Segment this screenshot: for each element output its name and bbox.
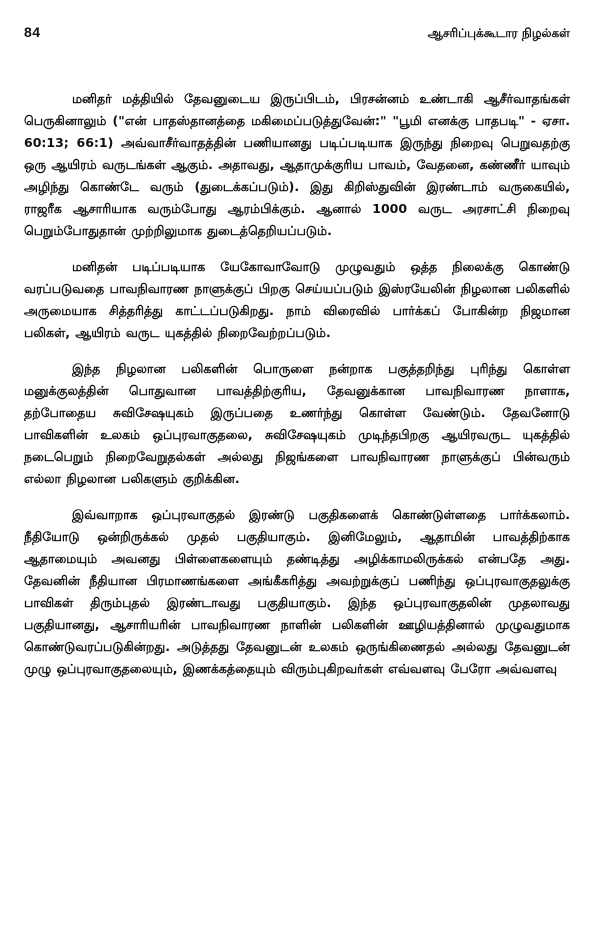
running-title: ஆசரிப்புக்கூடார நிழல்கள்: [427, 26, 570, 40]
body-text: [24, 88, 570, 680]
paragraph-2: மனிதன் படிப்படியாக யேகோவாவோடு முழுவதும் ஒத்த நிலைக்கு கொண்டு வரப்படுவதை பாவநிவாரண நாளுக்குப் பிறகு செய்யப்படும் இஸ்ரயேலின் நிழலான பலிகளில் அருமையாக சித்தரித்து காட்டப்படுகிறது. நாம் விரைவில் பார்க்கப் போகின்ற நிஜமான பலிகள், ஆயிரம் வருட யுகத்தில் நிறைவேற்றப்படும்.: [24, 259, 570, 340]
page-header: [24, 24, 570, 64]
paragraph-4: இவ்வாறாக ஒப்புரவாகுதல் இரண்டு பகுதிகளைக் கொண்டுள்ளதை பார்க்கலாம். நீதியோடு ஒன்றிருக்கல் முதல் பகுதியாகும். இனிமேலும், ஆதாமின் பாவத்திற்காக ஆதாமையும் அவனது பிள்ளைகளையும் தண்டித்து அழிக்காமலிருக்கல் என்பதே அது. தேவனின் நீதியான பிரமாணங்களை அங்கீகரித்து அவற்றுக்குப் பணிந்து ஒப்புரவாகுதலுக்கு பாவிகள் திரும்புதல் இரண்டாவது பகுதியாகும். இந்த ஒப்புரவாகுதலின் முதலாவது பகுதியானது, ஆசாரியரின் பாவநிவாரண நாளின் பலிகளின் ஊழியத்தினால் முழுவதுமாக கொண்டுவரப்படுகின்றது. அடுத்தது தேவனுடன் உலகம் ஒருங்கிணைதல் அல்லது தேவனுடன் முழு ஒப்புரவாகுதலையும், இணக்கத்தையும் விரும்புகிறவர்கள் எவ்வளவு பேரோ அவ்வளவு: [24, 507, 570, 676]
page-number: 84: [24, 24, 41, 40]
paragraph-1: மனிதர் மத்தியில் தேவனுடைய இருப்பிடம், பிரசன்னம் உண்டாகி ஆசீர்வாதங்கள் பெருகினாலும் ("என் பாதஸ்தானத்தை மகிமைப்படுத்துவேன்:" "பூமி எனக்கு பாதபடி" - ஏசா. 60:13; 66:1) அவ்வாசீர்வாதத்தின் பணியானது படிப்படியாக இருந்து நிறைவு பெறுவதற்கு ஒரு ஆயிரம் வருடங்கள் ஆகும். அதாவது, ஆதாமுக்குரிய பாவம், வேதனை, கண்ணீர் யாவும் அழிந்து கொண்டே வரும் (துடைக்கப்படும்). இது கிறிஸ்துவின் இரண்டாம் வருகையில், ராஜரீக ஆசாரியாக வரும்போது ஆரம்பிக்கும். ஆனால் 1000 வருட அரசாட்சி நிறைவு பெறும்போதுதான் முற்றிலுமாக துடைத்தெறியப்படும்.: [24, 91, 570, 238]
paragraph-3: இந்த நிழலான பலிகளின் பொருளை நன்றாக பகுத்தறிந்து புரிந்து கொள்ள மனுக்குலத்தின் பொதுவான பாவத்திற்குரிய, தேவனுக்கான பாவநிவாரண நாளாக, தற்போதைய சுவிசேஷயுகம் இருப்பதை உணர்ந்து கொள்ள வேண்டும். தேவனோடு பாவிகளின் உலகம் ஒப்புரவாகுதலை, சுவிசேஷயுகம் முடிந்தபிறகு ஆயிரவருட யுகத்தில் நடைபெறும் நிறைவேறுதல்கள் அல்லது நிஜங்களை பாவநிவாரண நாளுக்குப் பின்வரும் எல்லா நிழலான பலிகளும் குறிக்கின.: [24, 361, 570, 486]
